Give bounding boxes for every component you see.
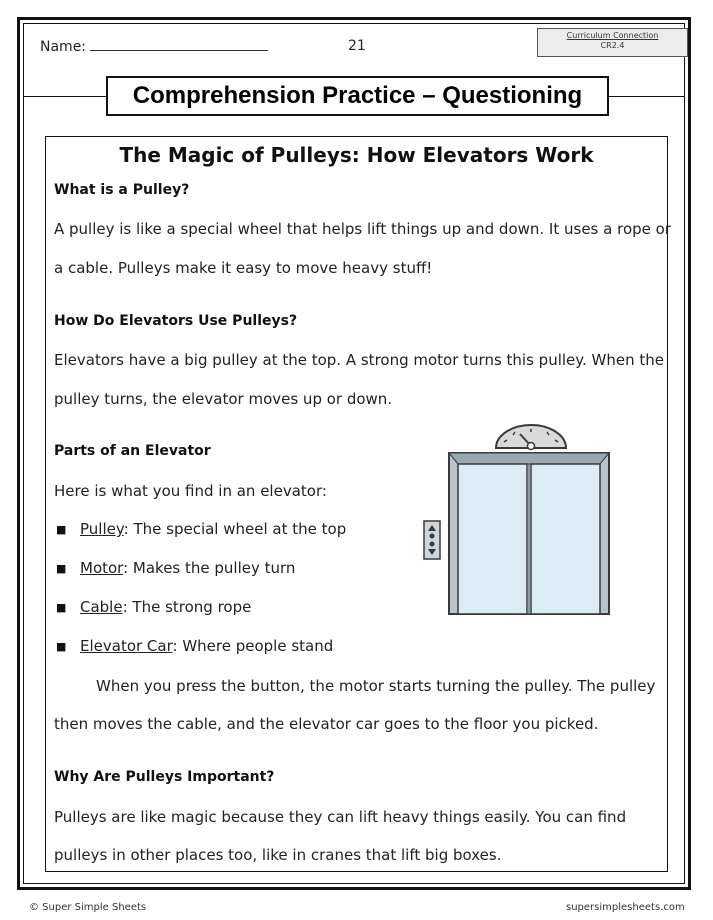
curriculum-code: CR2.4	[600, 41, 625, 50]
curriculum-label: Curriculum Connection	[566, 31, 659, 40]
bullet-marker: ■	[56, 601, 67, 614]
page-number: 21	[348, 38, 366, 54]
bullet-term: Motor	[80, 559, 124, 577]
name-label: Name:	[40, 39, 87, 55]
bullet-term: Elevator Car	[80, 637, 173, 655]
bullet-desc: : Where people stand	[172, 637, 334, 655]
bullet-desc: : Makes the pulley turn	[123, 559, 296, 577]
paragraph-line: then moves the cable, and the elevator car goes to the floor you picked.	[54, 715, 599, 733]
page-title: Comprehension Practice – Questioning	[106, 76, 609, 116]
paragraph-line: a cable. Pulleys make it easy to move heavy stuff!	[54, 259, 433, 277]
website-link[interactable]: supersimplesheets.com	[566, 902, 685, 913]
name-blank[interactable]	[90, 38, 268, 51]
bullet-term: Cable	[80, 598, 123, 616]
name-field[interactable]	[40, 38, 268, 55]
section-heading: How Do Elevators Use Pulleys?	[54, 313, 298, 329]
section-heading: Why Are Pulleys Important?	[54, 769, 275, 785]
paragraph-line: Pulleys are like magic because they can lift heavy things easily. You can find	[54, 808, 627, 826]
paragraph-line: Elevators have a big pulley at the top. A strong motor turns this pulley. When the	[54, 351, 665, 369]
bullet-term: Pulley	[80, 520, 124, 538]
copyright-text: © Super Simple Sheets	[29, 902, 147, 913]
paragraph-line: pulley turns, the elevator moves up or down.	[54, 390, 393, 408]
section-heading: What is a Pulley?	[54, 182, 190, 198]
elevator-icon	[420, 420, 620, 624]
bullet-marker: ■	[56, 523, 67, 536]
article-title: The Magic of Pulleys: How Elevators Work	[119, 143, 594, 167]
list-item	[80, 598, 251, 616]
bullet-desc: : The special wheel at the top	[123, 520, 347, 538]
paragraph-line: pulleys in other places too, like in cranes that lift big boxes.	[54, 846, 502, 864]
list-item	[80, 637, 333, 655]
paragraph-line: When you press the button, the motor starts turning the pulley. The pulley	[96, 677, 656, 695]
bullet-marker: ■	[56, 562, 67, 575]
list-item	[80, 520, 346, 538]
section-heading: Parts of an Elevator	[54, 443, 211, 459]
list-item	[80, 559, 295, 577]
curriculum-connection-box	[537, 28, 688, 57]
paragraph-line: A pulley is like a special wheel that helps lift things up and down. It uses a rope or	[54, 220, 671, 238]
bullet-marker: ■	[56, 640, 67, 653]
bullet-desc: : The strong rope	[122, 598, 252, 616]
paragraph-line: Here is what you find in an elevator:	[54, 482, 327, 500]
